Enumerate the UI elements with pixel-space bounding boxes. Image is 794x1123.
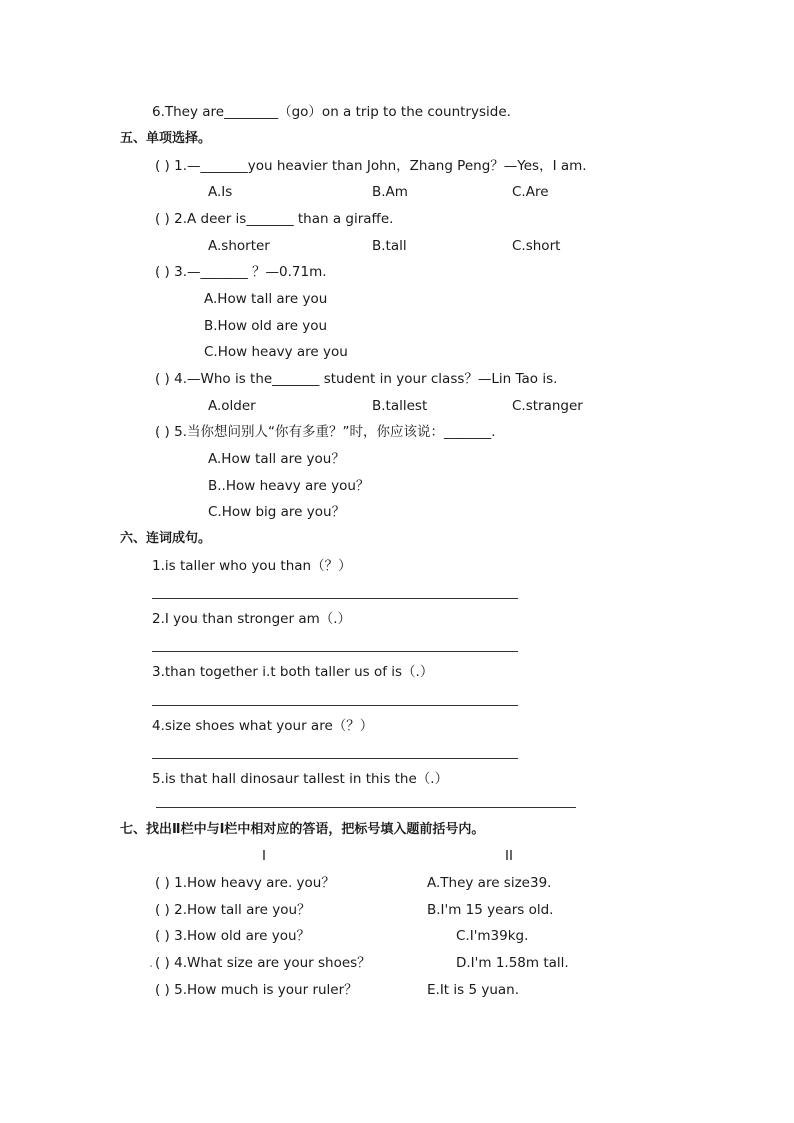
section-6-heading: 六、连词成句。 [120,531,212,546]
s5-q1-option-c: C.Are [512,184,549,200]
answer-line-1[interactable] [152,598,518,599]
s5-q5-option-b: B..How heavy are you？ [208,478,370,494]
s6-item-4: 4.size shoes what your are（？） [152,718,374,734]
s7-right-c: C.I'm39kg. [456,928,529,944]
s5-q1-stem: ( ) 1.—_______you heavier than John，Zhang Peng？—Yes，I am. [155,158,587,174]
section-5-heading: 五、单项选择。 [120,131,212,146]
answer-line-4[interactable] [152,758,518,759]
s5-q2-option-c: C.short [512,238,561,254]
s5-q3-option-a: A.How tall are you [204,291,328,307]
s7-left-5: ( ) 5.How much is your ruler？ [155,982,358,998]
s7-left-2: ( ) 2.How tall are you？ [155,902,311,918]
s5-q1-option-b: B.Am [372,184,408,200]
s5-q3-option-c: C.How heavy are you [204,344,348,360]
s5-q1-option-a: A.Is [208,184,233,200]
column-1-header: I [262,848,266,864]
s7-right-e: E.It is 5 yuan. [427,982,520,998]
s5-q4-stem: ( ) 4.—Who is the_______ student in your class？—Lin Tao is. [155,371,558,387]
s7-right-b: B.I'm 15 years old. [427,902,554,918]
section-7-heading: 七、找出Ⅱ栏中与Ⅰ栏中相对应的答语，把标号填入题前括号内。 [120,822,485,837]
s5-q5-option-c: C.How big are you？ [208,504,346,520]
s5-q3-option-b: B.How old are you [204,318,328,334]
s5-q2-option-a: A.shorter [208,238,270,254]
s5-q2-stem: ( ) 2.A deer is_______ than a giraffe. [155,211,394,227]
s5-q2-option-b: B.tall [372,238,407,254]
s5-q3-stem: ( ) 3.—_______ ？—0.71m. [155,264,327,280]
s6-item-1: 1.is taller who you than（？） [152,558,352,574]
s6-item-3: 3.than together i.t both taller us of is（.） [152,664,434,680]
s6-item-2: 2.I you than stronger am（.） [152,611,352,627]
s5-q4-option-c: C.stranger [512,398,583,414]
answer-line-2[interactable] [152,651,518,652]
question-6-prev: 6.They are________（go）on a trip to the countryside. [152,104,511,120]
s7-right-d: D.I'm 1.58m tall. [456,955,569,971]
s5-q5-option-a: A.How tall are you？ [208,451,345,467]
s5-q4-option-b: B.tallest [372,398,428,414]
s7-left-4: ( ) 4.What size are your shoes？ [155,955,371,971]
s5-q5-stem: ( ) 5.当你想问别人“你有多重？”时，你应该说：_______. [155,424,496,440]
answer-line-5[interactable] [156,807,576,808]
s5-q4-option-a: A.older [208,398,256,414]
s7-left-1: ( ) 1.How heavy are. you？ [155,875,335,891]
s7-left-3: ( ) 3.How old are you？ [155,928,311,944]
column-2-header: II [505,848,513,864]
s7-right-a: A.They are size39. [427,875,552,891]
s6-item-5: 5.is that hall dinosaur tallest in this the（.） [152,771,449,787]
stray-dot-mark: . [149,955,154,971]
answer-line-3[interactable] [152,705,518,706]
